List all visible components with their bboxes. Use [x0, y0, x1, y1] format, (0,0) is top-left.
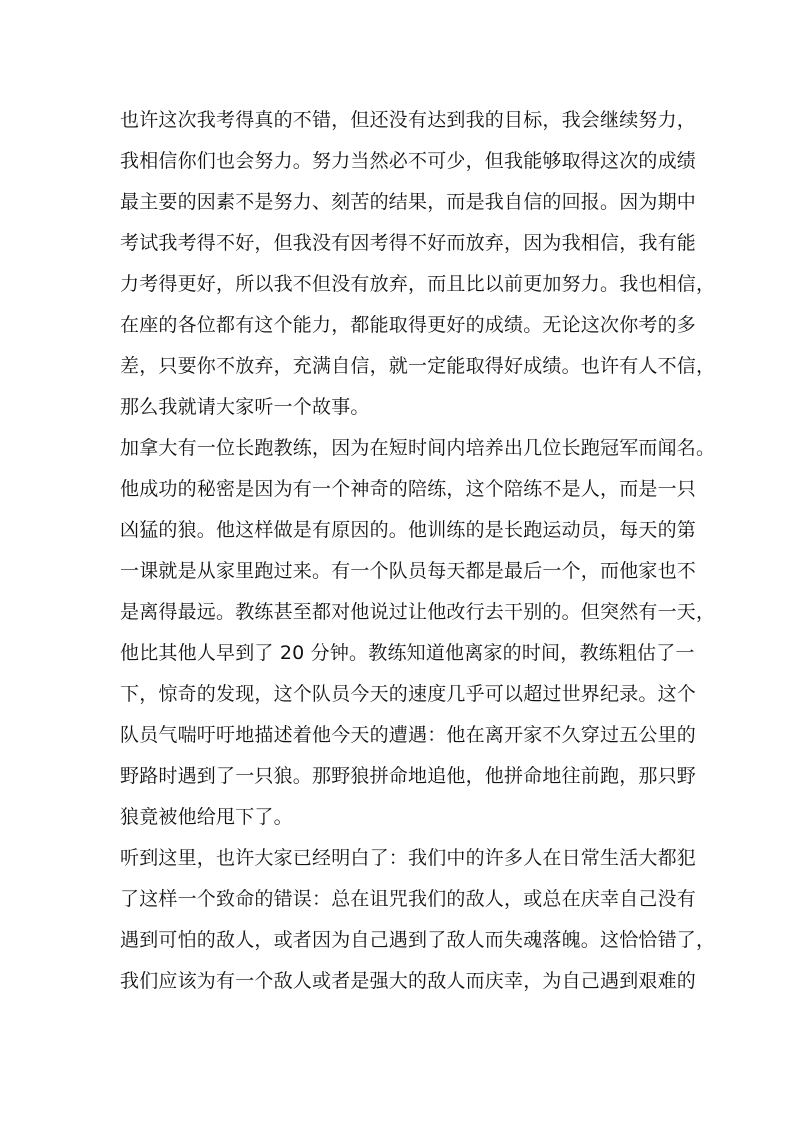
text-line: 野路时遇到了一只狼。那野狼拼命地追他，他拼命地往前跑，那只野 — [120, 765, 697, 787]
text-line: 加拿大有一位长跑教练，因为在短时间内培养出几位长跑冠军而闻名。 — [120, 437, 716, 459]
text-line: 我们应该为有一个敌人或者是强大的敌人而庆幸，为自己遇到艰难的 — [120, 970, 697, 992]
text-line: 他比其他人早到了 20 分钟。教练知道他离家的时间，教练粗估了一 — [120, 642, 695, 664]
text-line: 我相信你们也会努力。努力当然必不可少，但我能够取得这次的成绩 — [120, 150, 697, 172]
text-line: 听到这里，也许大家已经明白了：我们中的许多人在日常生活大都犯 — [120, 847, 697, 869]
text-line: 队员气喘吁吁地描述着他今天的遭遇：他在离开家不久穿过五公里的 — [120, 724, 697, 746]
text-line: 差，只要你不放弃，充满自信，就一定能取得好成绩。也许有人不信， — [120, 355, 716, 377]
text-line: 他成功的秘密是因为有一个神奇的陪练，这个陪练不是人，而是一只 — [120, 478, 697, 500]
text-line: 力考得更好，所以我不但没有放弃，而且比以前更加努力。我也相信， — [120, 273, 716, 295]
text-line: 了这样一个致命的错误：总在诅咒我们的敌人，或总在庆幸自己没有 — [120, 888, 697, 910]
text-line: 那么我就请大家听一个故事。 — [120, 396, 370, 418]
text-line: 是离得最远。教练甚至都对他说过让他改行去干别的。但突然有一天， — [120, 601, 716, 623]
text-line: 狼竟被他给甩下了。 — [120, 806, 293, 828]
text-line: 一课就是从家里跑过来。有一个队员每天都是最后一个，而他家也不 — [120, 560, 697, 582]
text-line: 在座的各位都有这个能力，都能取得更好的成绩。无论这次你考的多 — [120, 314, 697, 336]
text-line: 最主要的因素不是努力、刻苦的结果，而是我自信的回报。因为期中 — [120, 191, 697, 213]
text-line: 遇到可怕的敌人，或者因为自己遇到了敌人而失魂落魄。这恰恰错了， — [120, 929, 716, 951]
text-line: 下，惊奇的发现，这个队员今天的速度几乎可以超过世界纪录。这个 — [120, 683, 697, 705]
text-line: 凶猛的狼。他这样做是有原因的。他训练的是长跑运动员，每天的第 — [120, 519, 697, 541]
text-line: 考试我考得不好，但我没有因考得不好而放弃，因为我相信，我有能 — [120, 232, 697, 254]
text-line: 也许这次我考得真的不错，但还没有达到我的目标，我会继续努力， — [120, 109, 697, 131]
